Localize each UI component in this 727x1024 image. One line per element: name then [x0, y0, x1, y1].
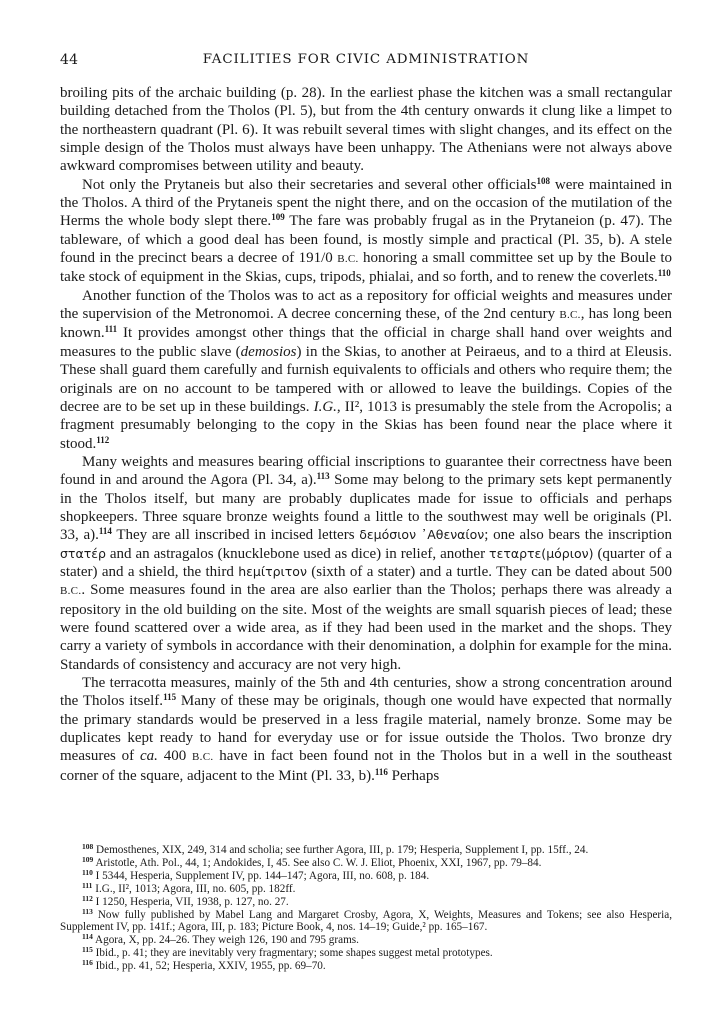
footnote: $^{115}$ Ibid., p. 41; they are inevitably very fragmentary; some shapes suggest metal prototypes.	[82, 945, 493, 960]
paragraph-1: broiling pits of the archaic building (p. 28). In the earliest phase the kitchen was a small rectangular building detached from the Tholos (Pl. 5), but from the 4th century onwards it clung like a limpet to the northeastern quadrant (Pl. 6). It was rebuilt several times with slight changes, and its effect on the simple design of the Tholos must always have been unhappy. The Athenians were not always above awkward compromises between utility and beauty.	[60, 85, 672, 175]
footnotes	[60, 844, 672, 973]
footnote-ref-115[interactable]: 115	[163, 692, 177, 703]
running-head: FACILITIES FOR CIVIC ADMINISTRATION	[202, 52, 530, 67]
paragraph-4: Many weights and measures bearing official inscriptions to guarantee their correctness have been found in and around the Agora (Pl. 34, a).$^{113}$ Some may belong to the primary sets kept permanently in the Tholos itself, but many are probably duplicates made for issue to officials and perhaps shopkeepers. Three square bronze weights found a little to the southwest may well be originals (Pl. 33, a).$^{114}$ They are all inscribed in incised letters δεμόσιον ᾽Αθεναίον; one also bears the inscription στατέρ and an astragalos (knucklebone used as dice) in relief, another τεταρτε(μόριον) (quarter of a stater) and a shield, the third hεμίτριτον (sixth of a stater) and a turtle. They can be dated about 500 B.C.. Some measures found in the area are also earlier than the Tholos; perhaps there was already a repository in the old building on the site. Most of the weights are small squarish pieces of lead; these were found scattered over a wide area, as if they had been used in the market and the shops. They carry a variety of symbols in accordance with their denomination, a dolphin for example for the mina. Standards of consistency and accuracy are not very high.	[60, 453, 673, 673]
footnote-ref-109[interactable]: 109	[271, 212, 285, 223]
greek-stater: στατέρ	[60, 545, 106, 561]
footnote-ref-112[interactable]: 112	[96, 434, 110, 445]
footnote: $^{110}$ I 5344, Hesperia, Supplement IV, pp. 144–147; Agora, III, no. 608, p. 184.	[82, 867, 430, 882]
footnote: $^{112}$ I 1250, Hesperia, VII, 1938, p. 127, no. 27.	[82, 893, 289, 908]
paragraph-2: Not only the Prytaneis but also their secretaries and several other officials$^{108}$ were maintained in the Tholos. A third of the Prytaneis spent the night there, and on the occasion of the mutilation of the Herms the whole body slept there.$^{109}$ The fare was probably frugal as in the Prytaneion (p. 47). The tableware, of which a good deal has been found, is mostly simple and practical (Pl. 35, b). A stele found in the precinct bears a decree of 191/0 B.C. honoring a small committee set up by the Boule to take stock of equipment in the Skias, cups, tripods, phialai, and so forth, and to renew the coverlets.$^{110}$	[60, 175, 672, 286]
paragraph-5: The terracotta measures, mainly of the 5th and 4th centuries, show a strong concentration around the Tholos itself.$^{115}$ Many of these may be originals, though one would have expected that normally the primary standards would be preserved in a less fragile material, namely bronze. Some may be duplicates kept ready to hand for everyday use or for issue outside the Tholos. Two bronze dry measures of ca. 400 B.C. have in fact been found not in the Tholos but in a well in the southeast corner of the square, adjacent to the Mint (Pl. 33, b).$^{116}$ Perhaps	[60, 675, 673, 784]
footnote: $^{109}$ Aristotle, Ath. Pol., 44, 1; Andokides, I, 45. See also C. W. J. Eliot, Phoenix, XXI, 1967, pp. 79–84.	[82, 854, 542, 869]
footnote-ref-111[interactable]: 111	[104, 324, 118, 335]
footnote-ref-108[interactable]: 108	[536, 175, 551, 186]
greek-hemitriton: hεμίτριτον	[238, 563, 307, 579]
greek-tetarte: τεταρτε(μόριον)	[489, 545, 594, 561]
greek-inscription: δεμόσιον ᾽Αθεναίον	[359, 527, 485, 543]
footnote: $^{111}$ I.G., II², 1013; Agora, III, no. 605, pp. 182ff.	[82, 880, 296, 895]
footnote: $^{113}$ Now fully published by Mabel Lang and Margaret Crosby, Agora, X, Weights, Measures and Tokens; see also Hesperia, Supplement IV, pp. 141f.; Agora, III, p. 183; Picture Book, 4, nos. 14–19; Guide,² pp. 165–167.	[60, 906, 673, 934]
page-number: 44	[60, 52, 79, 68]
page-header	[60, 52, 672, 70]
footnote: $^{108}$ Demosthenes, XIX, 249, 314 and scholia; see further Agora, III, p. 179; Hesperia, Supplement I, pp. 15ff., 24.	[82, 842, 589, 856]
footnote-ref-116[interactable]: 116	[374, 766, 388, 777]
footnote-ref-110[interactable]: 110	[657, 268, 671, 279]
footnote-ref-114[interactable]: 114	[98, 526, 112, 537]
footnote-ref-113[interactable]: 113	[316, 471, 330, 482]
body-text	[60, 84, 672, 785]
footnote: $^{116}$ Ibid., pp. 41, 52; Hesperia, XXIV, 1955, pp. 69–70.	[82, 958, 326, 973]
footnote: $^{114}$ Agora, X, pp. 24–26. They weigh 126, 190 and 795 grams.	[82, 932, 359, 947]
paragraph-3: Another function of the Tholos was to act as a repository for official weights and measures under the supervision of the Metronomoi. A decree concerning these, of the 2nd century B.C., has long been known.$^{111}$ It provides amongst other things that the official in charge shall hand over weights and measures to the public slave (demosios) in the Skias, to another at Peiraeus, and to a third at Eleusis. These shall guard them carefully and furnish equivalents to officials and others who require them; the originals are on no account to be tampered with or allowed to leave the buildings. Copies of the decree are to be set up in these buildings. I.G., II², 1013 is presumably the stele from the Acropolis; a fragment presumably belonging to the copy in the Skias has been found near the place where it stood.$^{112}$	[60, 287, 672, 452]
